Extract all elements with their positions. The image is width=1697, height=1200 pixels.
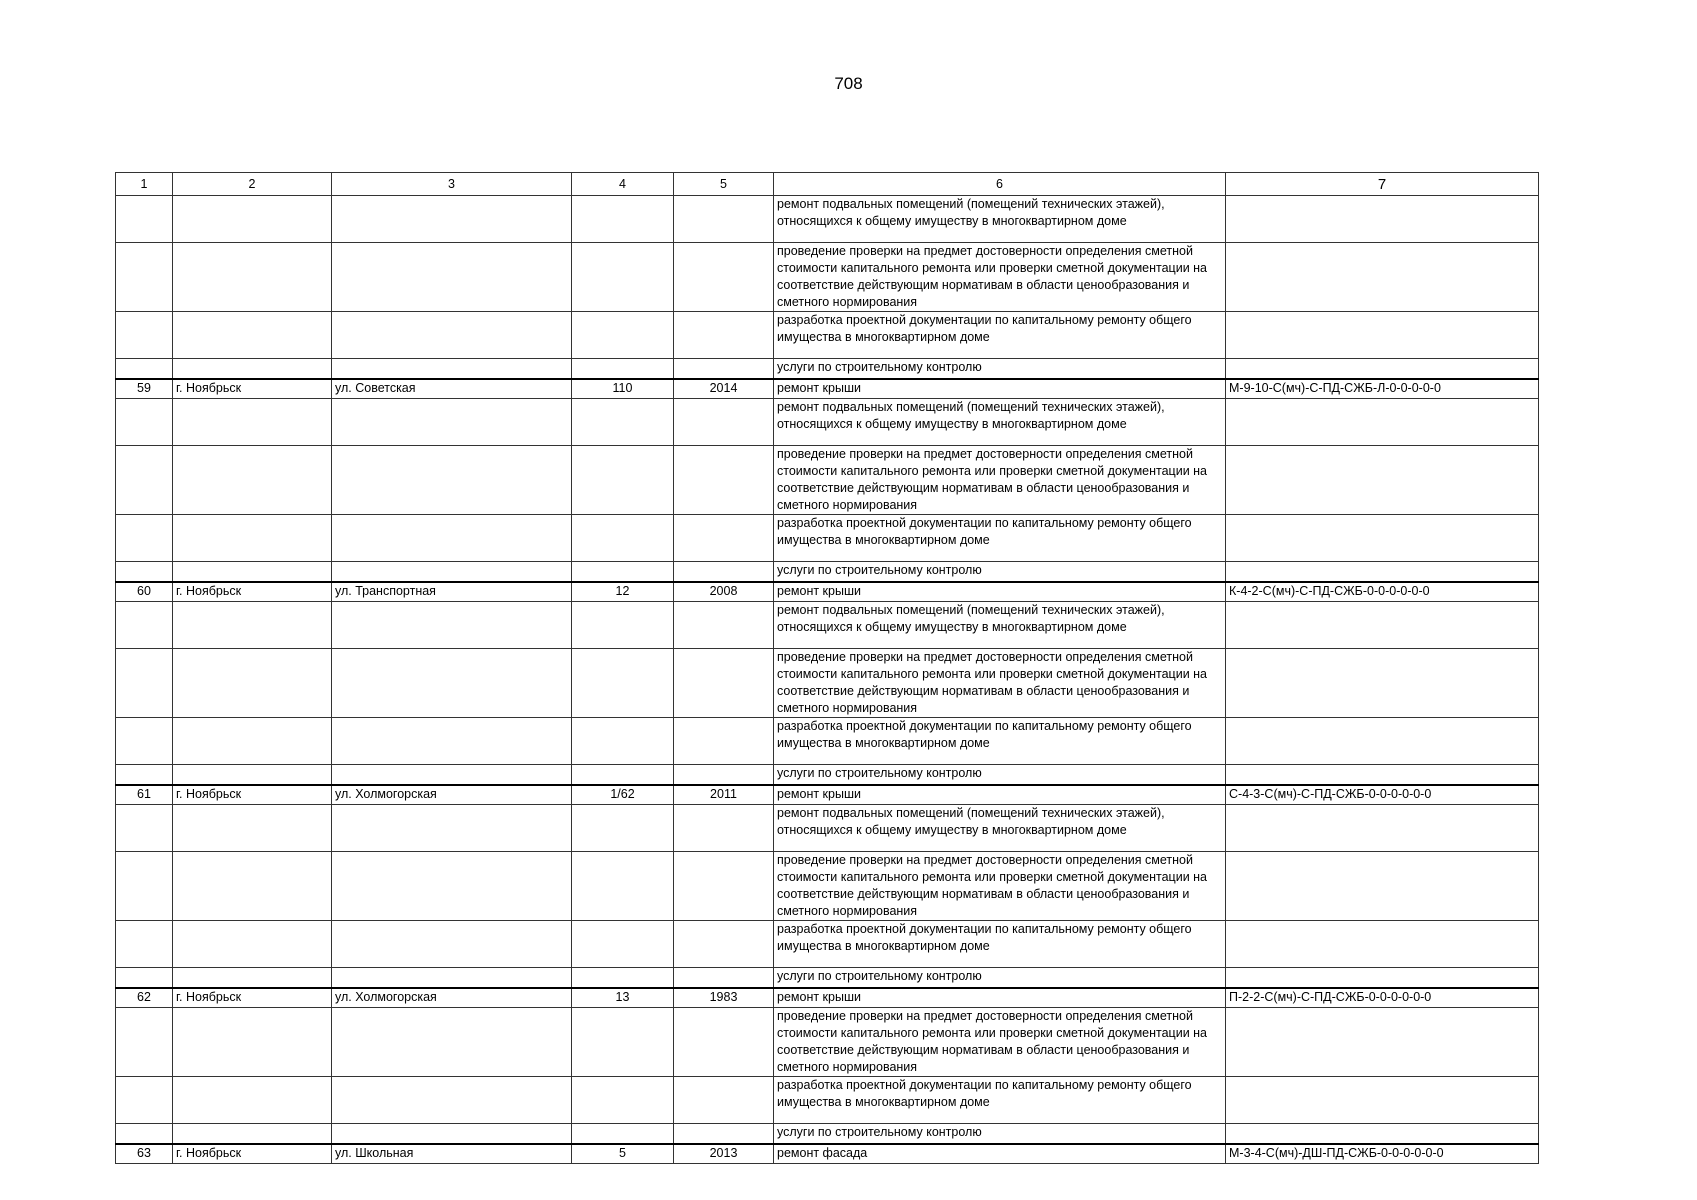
year-cell (674, 446, 774, 515)
year-cell (674, 1124, 774, 1144)
city-cell (173, 852, 332, 921)
object-row (116, 785, 1539, 805)
object-code-cell (1226, 1077, 1539, 1124)
house-number-cell (572, 515, 674, 562)
work-type-cell: разработка проектной документации по капитальному ремонту общего имущества в многоквартирном доме (774, 312, 1226, 359)
year-cell (674, 399, 774, 446)
year-cell (674, 968, 774, 988)
street-cell (332, 562, 572, 582)
year-cell: 1983 (674, 988, 774, 1008)
city-cell (173, 649, 332, 718)
year-cell: 2011 (674, 785, 774, 805)
row-number-cell (116, 718, 173, 765)
page-number: 708 (834, 74, 863, 93)
column-header: 5 (674, 173, 774, 196)
work-row (116, 446, 1539, 515)
street-cell (332, 1077, 572, 1124)
work-type-cell: ремонт крыши (774, 785, 1226, 805)
city-cell (173, 399, 332, 446)
object-code-cell (1226, 1124, 1539, 1144)
object-code-cell: М-3-4-С(мч)-ДШ-ПД-СЖБ-0-0-0-0-0-0 (1226, 1144, 1539, 1164)
work-row (116, 649, 1539, 718)
house-number-cell (572, 649, 674, 718)
work-type-cell: проведение проверки на предмет достоверности определения сметной стоимости капитального ремонта или проверки сметной документации на соответствие действующим нормативам в области ценообразования и сметного нормирования (774, 243, 1226, 312)
house-number-cell (572, 312, 674, 359)
column-header: 7 (1226, 173, 1539, 196)
city-cell (173, 196, 332, 243)
house-number-cell (572, 805, 674, 852)
work-row (116, 196, 1539, 243)
house-number-cell: 5 (572, 1144, 674, 1164)
city-cell: г. Ноябрьск (173, 785, 332, 805)
work-row (116, 1077, 1539, 1124)
row-number-cell: 59 (116, 379, 173, 399)
year-cell (674, 196, 774, 243)
work-type-cell: разработка проектной документации по капитальному ремонту общего имущества в многоквартирном доме (774, 515, 1226, 562)
street-cell: ул. Холмогорская (332, 988, 572, 1008)
capital-repair-table (115, 172, 1539, 1164)
year-cell (674, 718, 774, 765)
work-row (116, 1124, 1539, 1144)
street-cell: ул. Школьная (332, 1144, 572, 1164)
house-number-cell (572, 243, 674, 312)
city-cell: г. Ноябрьск (173, 379, 332, 399)
city-cell (173, 968, 332, 988)
house-number-cell (572, 968, 674, 988)
row-number-cell (116, 1077, 173, 1124)
work-type-cell: проведение проверки на предмет достоверности определения сметной стоимости капитального ремонта или проверки сметной документации на соответствие действующим нормативам в области ценообразования и сметного нормирования (774, 852, 1226, 921)
city-cell (173, 1077, 332, 1124)
year-cell (674, 562, 774, 582)
work-type-cell: разработка проектной документации по капитальному ремонту общего имущества в многоквартирном доме (774, 718, 1226, 765)
street-cell (332, 359, 572, 379)
house-number-cell (572, 446, 674, 515)
house-number-cell (572, 399, 674, 446)
street-cell (332, 852, 572, 921)
street-cell (332, 765, 572, 785)
city-cell (173, 765, 332, 785)
object-code-cell: П-2-2-С(мч)-С-ПД-СЖБ-0-0-0-0-0-0 (1226, 988, 1539, 1008)
object-code-cell (1226, 718, 1539, 765)
object-row (116, 582, 1539, 602)
object-code-cell (1226, 921, 1539, 968)
row-number-cell (116, 805, 173, 852)
object-code-cell (1226, 243, 1539, 312)
work-row (116, 312, 1539, 359)
house-number-cell (572, 852, 674, 921)
work-type-cell: ремонт подвальных помещений (помещений технических этажей), относящихся к общему имуществу в многоквартирном доме (774, 399, 1226, 446)
work-type-cell: ремонт крыши (774, 379, 1226, 399)
object-code-cell (1226, 765, 1539, 785)
object-code-cell (1226, 515, 1539, 562)
row-number-cell: 63 (116, 1144, 173, 1164)
work-type-cell: ремонт подвальных помещений (помещений технических этажей), относящихся к общему имуществу в многоквартирном доме (774, 602, 1226, 649)
street-cell (332, 968, 572, 988)
row-number-cell (116, 359, 173, 379)
work-type-cell: проведение проверки на предмет достоверности определения сметной стоимости капитального ремонта или проверки сметной документации на соответствие действующим нормативам в области ценообразования и сметного нормирования (774, 446, 1226, 515)
work-type-cell: ремонт крыши (774, 582, 1226, 602)
work-type-cell: ремонт подвальных помещений (помещений технических этажей), относящихся к общему имуществу в многоквартирном доме (774, 196, 1226, 243)
object-code-cell: С-4-3-С(мч)-С-ПД-СЖБ-0-0-0-0-0-0 (1226, 785, 1539, 805)
work-row (116, 359, 1539, 379)
column-header: 4 (572, 173, 674, 196)
year-cell (674, 1077, 774, 1124)
row-number-cell: 60 (116, 582, 173, 602)
year-cell: 2013 (674, 1144, 774, 1164)
row-number-cell (116, 196, 173, 243)
year-cell (674, 765, 774, 785)
city-cell (173, 921, 332, 968)
object-code-cell (1226, 649, 1539, 718)
object-code-cell (1226, 359, 1539, 379)
street-cell (332, 602, 572, 649)
house-number-cell: 110 (572, 379, 674, 399)
work-row (116, 852, 1539, 921)
house-number-cell (572, 1077, 674, 1124)
work-row (116, 243, 1539, 312)
object-code-cell (1226, 602, 1539, 649)
object-code-cell (1226, 446, 1539, 515)
year-cell: 2014 (674, 379, 774, 399)
object-code-cell (1226, 968, 1539, 988)
work-row (116, 718, 1539, 765)
street-cell (332, 1124, 572, 1144)
row-number-cell (116, 562, 173, 582)
object-code-cell (1226, 562, 1539, 582)
street-cell: ул. Транспортная (332, 582, 572, 602)
object-code-cell (1226, 805, 1539, 852)
row-number-cell (116, 602, 173, 649)
city-cell (173, 312, 332, 359)
object-code-cell (1226, 852, 1539, 921)
house-number-cell (572, 1008, 674, 1077)
row-number-cell (116, 1124, 173, 1144)
year-cell (674, 1008, 774, 1077)
object-row (116, 379, 1539, 399)
city-cell: г. Ноябрьск (173, 988, 332, 1008)
work-type-cell: услуги по строительному контролю (774, 765, 1226, 785)
street-cell (332, 805, 572, 852)
work-row (116, 562, 1539, 582)
city-cell (173, 602, 332, 649)
object-code-cell: М-9-10-С(мч)-С-ПД-СЖБ-Л-0-0-0-0-0 (1226, 379, 1539, 399)
year-cell (674, 243, 774, 312)
object-code-cell (1226, 399, 1539, 446)
year-cell (674, 359, 774, 379)
row-number-cell (116, 446, 173, 515)
row-number-cell (116, 649, 173, 718)
object-code-cell (1226, 312, 1539, 359)
work-type-cell: проведение проверки на предмет достоверности определения сметной стоимости капитального ремонта или проверки сметной документации на соответствие действующим нормативам в области ценообразования и сметного нормирования (774, 1008, 1226, 1077)
year-cell (674, 921, 774, 968)
city-cell (173, 562, 332, 582)
work-type-cell: разработка проектной документации по капитальному ремонту общего имущества в многоквартирном доме (774, 1077, 1226, 1124)
city-cell (173, 805, 332, 852)
row-number-cell (116, 1008, 173, 1077)
row-number-cell (116, 968, 173, 988)
row-number-cell: 61 (116, 785, 173, 805)
house-number-cell (572, 1124, 674, 1144)
street-cell (332, 243, 572, 312)
city-cell (173, 515, 332, 562)
work-row (116, 515, 1539, 562)
work-type-cell: услуги по строительному контролю (774, 1124, 1226, 1144)
city-cell (173, 243, 332, 312)
work-type-cell: услуги по строительному контролю (774, 359, 1226, 379)
row-number-cell (116, 243, 173, 312)
house-number-cell (572, 196, 674, 243)
street-cell (332, 196, 572, 243)
work-row (116, 765, 1539, 785)
object-row (116, 988, 1539, 1008)
row-number-cell (116, 399, 173, 446)
work-row (116, 602, 1539, 649)
street-cell (332, 718, 572, 765)
work-row (116, 805, 1539, 852)
city-cell (173, 718, 332, 765)
city-cell (173, 1124, 332, 1144)
house-number-cell (572, 718, 674, 765)
work-type-cell: услуги по строительному контролю (774, 562, 1226, 582)
object-code-cell (1226, 196, 1539, 243)
street-cell (332, 446, 572, 515)
column-header: 2 (173, 173, 332, 196)
street-cell (332, 921, 572, 968)
street-cell (332, 399, 572, 446)
year-cell (674, 312, 774, 359)
house-number-cell (572, 921, 674, 968)
year-cell (674, 852, 774, 921)
work-type-cell: ремонт крыши (774, 988, 1226, 1008)
column-header: 6 (774, 173, 1226, 196)
year-cell (674, 515, 774, 562)
column-header: 1 (116, 173, 173, 196)
work-type-cell: ремонт фасада (774, 1144, 1226, 1164)
house-number-cell (572, 359, 674, 379)
house-number-cell: 1/62 (572, 785, 674, 805)
city-cell (173, 1008, 332, 1077)
street-cell (332, 515, 572, 562)
row-number-cell (116, 515, 173, 562)
row-number-cell (116, 765, 173, 785)
work-row (116, 1008, 1539, 1077)
work-type-cell: проведение проверки на предмет достоверности определения сметной стоимости капитального ремонта или проверки сметной документации на соответствие действующим нормативам в области ценообразования и сметного нормирования (774, 649, 1226, 718)
work-type-cell: ремонт подвальных помещений (помещений технических этажей), относящихся к общему имуществу в многоквартирном доме (774, 805, 1226, 852)
work-type-cell: услуги по строительному контролю (774, 968, 1226, 988)
city-cell: г. Ноябрьск (173, 582, 332, 602)
street-cell (332, 1008, 572, 1077)
city-cell (173, 446, 332, 515)
house-number-cell: 12 (572, 582, 674, 602)
row-number-cell: 62 (116, 988, 173, 1008)
year-cell (674, 649, 774, 718)
object-code-cell: К-4-2-С(мч)-С-ПД-СЖБ-0-0-0-0-0-0 (1226, 582, 1539, 602)
object-code-cell (1226, 1008, 1539, 1077)
house-number-cell (572, 562, 674, 582)
house-number-cell (572, 765, 674, 785)
city-cell (173, 359, 332, 379)
house-number-cell: 13 (572, 988, 674, 1008)
street-cell (332, 312, 572, 359)
street-cell (332, 649, 572, 718)
street-cell: ул. Холмогорская (332, 785, 572, 805)
house-number-cell (572, 602, 674, 649)
work-row (116, 968, 1539, 988)
work-row (116, 921, 1539, 968)
column-header: 3 (332, 173, 572, 196)
city-cell: г. Ноябрьск (173, 1144, 332, 1164)
column-number-row (116, 173, 1539, 196)
street-cell: ул. Советская (332, 379, 572, 399)
row-number-cell (116, 852, 173, 921)
year-cell (674, 805, 774, 852)
row-number-cell (116, 921, 173, 968)
object-row (116, 1144, 1539, 1164)
work-row (116, 399, 1539, 446)
year-cell (674, 602, 774, 649)
row-number-cell (116, 312, 173, 359)
table-body (116, 196, 1539, 1164)
year-cell: 2008 (674, 582, 774, 602)
work-type-cell: разработка проектной документации по капитальному ремонту общего имущества в многоквартирном доме (774, 921, 1226, 968)
